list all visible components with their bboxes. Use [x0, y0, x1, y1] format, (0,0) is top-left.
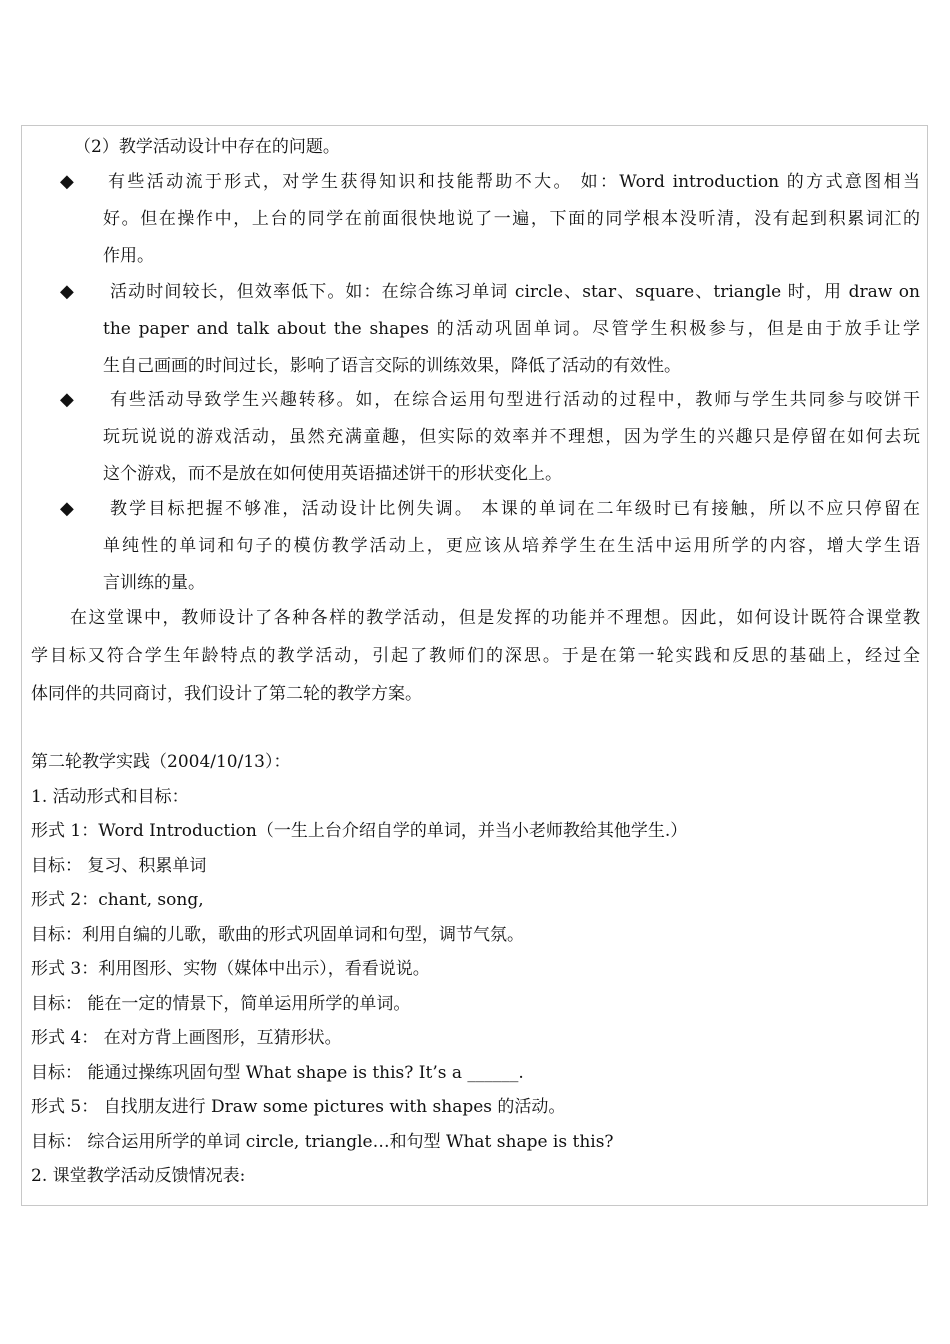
diamond-bullet-icon: ◆ — [60, 171, 74, 192]
bullet-2-line-2: the paper and talk about the shapes 的活动巩固单词。尽管学生积极参与，但是由于放手让学 — [103, 319, 920, 339]
paragraph-line-3: 体同伴的共同商讨，我们设计了第二轮的教学方案。 — [31, 684, 422, 704]
bullet-4-line-3: 言训练的量。 — [103, 573, 205, 593]
diamond-bullet-icon: ◆ — [60, 281, 74, 302]
paragraph-line-2: 学目标又符合学生年龄特点的教学活动，引起了教师们的深思。于是在第一轮实践和反思的基础上，经过全 — [31, 646, 920, 666]
bullet-2-line-3: 生自己画画的时间过长，影响了语言交际的训练效果，降低了活动的有效性。 — [103, 356, 681, 376]
bullet-4-line-1: 教学目标把握不够准，活动设计比例失调。 本课的单词在二年级时已有接触，所以不应只停留在 — [110, 499, 920, 519]
bullet-2-line-1: 活动时间较长，但效率低下。如：在综合练习单词 circle、star、square、triangle 时，用 draw on — [110, 282, 920, 302]
list-line: 目标： 复习、积累单词 — [31, 856, 207, 876]
list-line: 目标： 综合运用所学的单词 circle, triangle…和句型 What shape is this? — [31, 1132, 614, 1152]
round2-title: 第二轮教学实践（2004/10/13）： — [31, 752, 291, 772]
bullet-1-line-3: 作用。 — [103, 246, 154, 266]
list-line: 目标：利用自编的儿歌，歌曲的形式巩固单词和句型，调节气氛。 — [31, 925, 524, 945]
list-line: 形式 3：利用图形、实物（媒体中出示），看看说说。 — [31, 959, 430, 979]
bullet-1-line-2: 好。但在操作中，上台的同学在前面很快地说了一遍，下面的同学根本没听清，没有起到积累词汇的 — [103, 209, 920, 229]
bullet-4-line-2: 单纯性的单词和句子的模仿教学活动上，更应该从培养学生在生活中运用所学的内容，增大学生语 — [103, 536, 920, 556]
section-heading: （2）教学活动设计中存在的问题。 — [74, 137, 340, 157]
bullet-3-line-1: 有些活动导致学生兴趣转移。如，在综合运用句型进行活动的过程中，教师与学生共同参与咬饼干 — [110, 390, 920, 410]
list-line: 目标： 能在一定的情景下，简单运用所学的单词。 — [31, 994, 411, 1014]
list-line: 形式 1：Word Introduction（一生上台介绍自学的单词，并当小老师教给其他学生.） — [31, 821, 688, 841]
list-line: 形式 2：chant, song, — [31, 890, 204, 910]
list-line: 形式 5： 自找朋友进行 Draw some pictures with shapes 的活动。 — [31, 1097, 566, 1117]
paragraph-line-1: 在这堂课中，教师设计了各种各样的教学活动，但是发挥的功能并不理想。因此，如何设计既符合课堂教 — [70, 608, 920, 628]
list-line: 2. 课堂教学活动反馈情况表: — [31, 1166, 246, 1186]
list-line: 目标： 能通过操练巩固句型 What shape is this? It’s a ______. — [31, 1063, 524, 1083]
bullet-3-line-2: 玩玩说说的游戏活动，虽然充满童趣，但实际的效率并不理想，因为学生的兴趣只是停留在如何去玩 — [103, 427, 920, 447]
bullet-3-line-3: 这个游戏，而不是放在如何使用英语描述饼干的形状变化上。 — [103, 464, 562, 484]
bullet-1-line-1: 有些活动流于形式，对学生获得知识和技能帮助不大。 如：Word introduction 的方式意图相当 — [108, 172, 920, 192]
list-line: 1. 活动形式和目标： — [31, 787, 189, 807]
list-line: 形式 4： 在对方背上画图形，互猜形状。 — [31, 1028, 342, 1048]
diamond-bullet-icon: ◆ — [60, 498, 74, 519]
diamond-bullet-icon: ◆ — [60, 389, 74, 410]
